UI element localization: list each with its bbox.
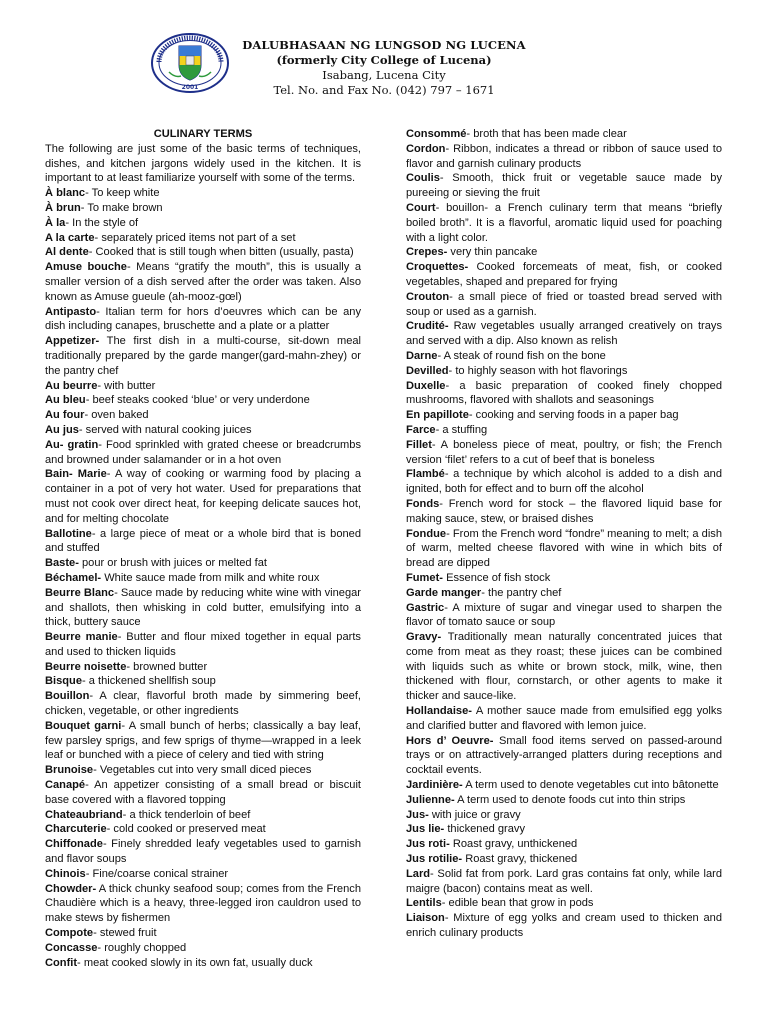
right-term-list xyxy=(406,127,722,941)
glossary-term: Chateaubriand xyxy=(45,808,123,821)
glossary-entry xyxy=(406,127,722,142)
glossary-term: Garde manger xyxy=(406,586,482,599)
glossary-definition: - with butter xyxy=(97,379,156,392)
glossary-term: En papillote xyxy=(406,409,469,422)
glossary-entry xyxy=(406,290,722,320)
glossary-definition: - Finely shredded leafy vegetables used to garnish and flavor soups xyxy=(45,838,361,866)
glossary-term: Crudité- xyxy=(406,320,449,333)
glossary-entry xyxy=(406,734,722,778)
glossary-term: Court xyxy=(406,201,436,214)
glossary-term: Bain- Marie xyxy=(45,468,107,481)
glossary-term: Ballotine xyxy=(45,527,92,540)
glossary-definition: - To keep white xyxy=(85,187,160,200)
glossary-term: Au jus xyxy=(45,423,79,436)
glossary-entry xyxy=(45,867,361,882)
former-name: (formerly City College of Lucena) xyxy=(276,53,492,67)
glossary-term: Beurre noisette xyxy=(45,660,127,673)
glossary-entry xyxy=(45,571,361,586)
glossary-definition: - a thick tenderloin of beef xyxy=(122,808,251,821)
glossary-entry xyxy=(406,630,722,704)
glossary-entry xyxy=(406,586,722,601)
glossary-entry xyxy=(45,586,361,630)
glossary-definition: - cooking and serving foods in a paper bag xyxy=(468,409,679,422)
letterhead xyxy=(0,30,768,102)
glossary-definition: very thin pancake xyxy=(447,246,538,259)
glossary-term: Au four xyxy=(45,409,85,422)
glossary-definition: - A clear, flavorful broth made by simmering beef, chicken, vegetable, or other ingredients xyxy=(45,690,361,718)
glossary-definition: Roast gravy, thickened xyxy=(462,853,578,866)
school-seal-logo xyxy=(149,32,231,94)
glossary-entry xyxy=(45,379,361,394)
glossary-definition: Cooked forcemeats of meat, fish, or cooked vegetables, shaped and prepared for frying xyxy=(406,261,722,288)
glossary-term: Chiffonade xyxy=(45,838,103,851)
glossary-term: Darne xyxy=(406,349,438,362)
glossary-definition: White sauce made from milk and white roux xyxy=(101,571,320,584)
glossary-definition: - Vegetables cut into very small diced pieces xyxy=(93,764,312,777)
glossary-entry xyxy=(406,408,722,423)
glossary-entry xyxy=(406,571,722,586)
glossary-definition: - Mixture of egg yolks and cream used to thicken and enrich culinary products xyxy=(406,912,722,940)
glossary-definition: A term used to denote foods cut into thin strips xyxy=(454,793,686,806)
glossary-entry xyxy=(406,822,722,837)
glossary-entry xyxy=(45,231,361,246)
glossary-definition: - a basic preparation of cooked finely chopped mushrooms, flavored with shallots and seasonings xyxy=(406,379,722,407)
glossary-entry xyxy=(406,837,722,852)
glossary-term: Jus lie- xyxy=(406,823,445,836)
glossary-definition: - roughly chopped xyxy=(97,941,187,954)
glossary-entry xyxy=(45,393,361,408)
glossary-definition: Essence of fish stock xyxy=(442,571,551,584)
school-name: DALUBHASAAN NG LUNGSOD NG LUCENA xyxy=(242,38,526,52)
glossary-definition: - In the style of xyxy=(65,216,139,229)
glossary-entry xyxy=(45,926,361,941)
glossary-definition: - cold cooked or preserved meat xyxy=(106,823,266,836)
glossary-entry xyxy=(406,349,722,364)
glossary-definition: - A way of cooking or warming food by placing a container in a pot of very hot water. Used for preparations that must not cook over direct heat, for keeping delicate sauces hot, and for melting chocolate xyxy=(45,468,362,525)
glossary-entry xyxy=(45,334,361,378)
glossary-definition: - edible bean that grow in pods xyxy=(441,897,594,910)
glossary-definition: - A boneless piece of meat, poultry, or fish; the French version ‘filet’ refers to a cut of beef that is boneless xyxy=(406,438,722,466)
glossary-term: Al dente xyxy=(45,246,89,259)
glossary-term: Jardinière- xyxy=(406,779,463,792)
glossary-definition: - Solid fat from pork. Lard gras contains fat only, while lard maigre (bacon) contains meat as well. xyxy=(406,867,722,895)
glossary-definition: - the pantry chef xyxy=(481,586,562,599)
glossary-definition: - Smooth, thick fruit or vegetable sauce made by pureeing or sieving the fruit xyxy=(406,172,722,200)
glossary-term: Fillet xyxy=(406,438,432,451)
glossary-term: Charcuterie xyxy=(45,823,107,836)
glossary-entry xyxy=(45,186,361,201)
glossary-definition: A mother sauce made from emulsified egg yolks and clarified butter and flavored with lemon juice. xyxy=(406,705,722,732)
glossary-entry xyxy=(406,601,722,631)
glossary-entry xyxy=(45,837,361,867)
left-column xyxy=(45,127,361,970)
glossary-entry xyxy=(406,245,722,260)
glossary-term: Chowder- xyxy=(45,882,97,895)
glossary-entry xyxy=(45,660,361,675)
glossary-entry xyxy=(406,778,722,793)
glossary-term: Baste- xyxy=(45,557,79,570)
glossary-definition: pour or brush with juices or melted fat xyxy=(78,557,267,570)
glossary-entry xyxy=(45,305,361,335)
glossary-definition: - broth that has been made clear xyxy=(466,128,627,140)
glossary-term: Julienne- xyxy=(406,793,455,806)
glossary-entry xyxy=(406,793,722,808)
glossary-term: Chinois xyxy=(45,867,86,880)
glossary-term: Antipasto xyxy=(45,305,97,318)
glossary-term: Cordon xyxy=(406,142,446,155)
glossary-term: Fonds xyxy=(406,497,440,510)
glossary-term: Farce xyxy=(406,423,436,436)
glossary-term: Fondue xyxy=(406,527,447,540)
glossary-term: Jus roti- xyxy=(406,838,450,851)
glossary-entry xyxy=(45,260,361,304)
glossary-term: Hors d’ Oeuvre- xyxy=(406,734,494,747)
glossary-term: Gastric xyxy=(406,601,445,614)
glossary-term: Jus- xyxy=(406,808,429,821)
glossary-definition: - a thickened shellfish soup xyxy=(82,675,216,688)
glossary-entry xyxy=(406,896,722,911)
glossary-definition: - Cooked that is still tough when bitten (usually, pasta) xyxy=(88,246,354,259)
glossary-entry xyxy=(45,882,361,926)
glossary-entry xyxy=(45,822,361,837)
glossary-definition: - bouillon- a French culinary term that means “briefly boiled broth”. It is a flavorful, aromatic liquid used for poaching with a light color. xyxy=(406,201,722,244)
glossary-entry xyxy=(45,245,361,260)
glossary-definition: - a stuffing xyxy=(435,423,488,436)
glossary-entry xyxy=(406,142,722,172)
glossary-entry xyxy=(406,423,722,438)
glossary-entry xyxy=(45,527,361,557)
glossary-term: Beurre Blanc xyxy=(45,586,115,599)
glossary-term: Bisque xyxy=(45,675,82,688)
glossary-term: Crouton xyxy=(406,290,450,303)
glossary-definition: - a small piece of fried or toasted bread served with soup or used as a garnish. xyxy=(406,290,722,318)
glossary-definition: - Sauce made by reducing white wine with vinegar and shallots, then whisking in cold butter, emulsifying into a thick, buttery sauce xyxy=(45,586,361,629)
glossary-definition: Raw vegetables usually arranged creatively on trays and served with a dip. Also known as relish xyxy=(406,320,722,348)
glossary-term: Fumet- xyxy=(406,571,443,584)
glossary-term: À brun xyxy=(45,201,81,214)
glossary-entry xyxy=(45,201,361,216)
glossary-definition: Traditionally mean naturally concentrated juices that come from meat as they roast; these juices can be combined with liquids such as white or brown stock, milk, wine, then thickened with flour, cornstarch, or other agents to make it thicker and sauce-like. xyxy=(406,631,722,703)
glossary-entry xyxy=(45,556,361,571)
glossary-term: Canapé xyxy=(45,779,86,792)
intro-paragraph: The following are just some of the basic terms of techniques, dishes, and kitchen jargons widely used in the kitchen. It is important to at least familiarize yourself with some of the terms. xyxy=(45,142,361,185)
glossary-term: À blanc xyxy=(45,187,86,200)
glossary-term: Confit xyxy=(45,956,78,969)
glossary-term: Lentils xyxy=(406,897,442,910)
glossary-entry xyxy=(406,911,722,941)
glossary-entry xyxy=(45,674,361,689)
glossary-entry xyxy=(406,201,722,245)
glossary-definition: - Italian term for hors d’oeuvres which can be any dish including canapes, bruschette and a plate or a platter xyxy=(45,305,361,333)
glossary-term: Crepes- xyxy=(406,246,448,259)
glossary-entry xyxy=(406,171,722,201)
glossary-entry xyxy=(45,808,361,823)
glossary-term: À la xyxy=(45,216,66,229)
glossary-term: Appetizer- xyxy=(45,335,100,348)
school-address: Isabang, Lucena City xyxy=(322,68,446,82)
glossary-definition: - Means “gratify the mouth”, this is usually a smaller version of a dish served after the order was taken. Also known as Amuse gueule (ah-mooz-gœl) xyxy=(45,261,362,303)
glossary-definition: - served with natural cooking juices xyxy=(78,423,252,436)
glossary-entry xyxy=(406,379,722,409)
glossary-term: Gravy- xyxy=(406,631,442,644)
glossary-definition: - A small bunch of herbs; classically a bay leaf, few parsley sprigs, and few sprigs of thyme—wrapped in a leek leaf or bunched with a piece of celery and tied with string xyxy=(45,719,362,762)
glossary-definition: - browned butter xyxy=(126,660,208,673)
glossary-entry xyxy=(45,438,361,468)
glossary-definition: - French word for stock – the flavored liquid base for making sauce, stew, or braised dishes xyxy=(406,497,722,525)
glossary-entry xyxy=(45,941,361,956)
glossary-term: Brunoise xyxy=(45,764,94,777)
glossary-term: Bouquet garni xyxy=(45,719,122,732)
glossary-term: Liaison xyxy=(406,912,445,925)
glossary-entry xyxy=(406,704,722,734)
glossary-term: Bouillon xyxy=(45,690,90,703)
glossary-term: Jus rotilie- xyxy=(406,853,463,866)
glossary-term: Croquettes- xyxy=(406,261,469,274)
glossary-term: Devilled xyxy=(406,364,449,377)
glossary-entry xyxy=(406,852,722,867)
glossary-entry xyxy=(406,867,722,897)
glossary-term: A la carte xyxy=(45,231,95,244)
glossary-term: Duxelle xyxy=(406,379,446,392)
glossary-entry xyxy=(406,364,722,379)
glossary-entry xyxy=(45,719,361,763)
glossary-term: Coulis xyxy=(406,172,440,185)
glossary-term: Compote xyxy=(45,927,94,940)
glossary-entry xyxy=(45,423,361,438)
glossary-term: Béchamel- xyxy=(45,571,102,584)
glossary-entry xyxy=(406,497,722,527)
glossary-entry xyxy=(406,527,722,571)
glossary-entry xyxy=(45,216,361,231)
glossary-entry xyxy=(45,630,361,660)
glossary-definition: - Fine/coarse conical strainer xyxy=(85,867,229,880)
glossary-entry xyxy=(406,260,722,290)
glossary-term: Au beurre xyxy=(45,379,98,392)
glossary-definition: Roast gravy, unthickened xyxy=(449,838,578,851)
glossary-definition: A thick chunky seafood soup; comes from the French Chaudière which is a heavy, three-legged iron cauldron used to make stews by fishermen xyxy=(45,882,361,925)
glossary-definition: - From the French word “fondre” meaning to melt; a dish of warm, melted cheese flavored with wine in which bits of bread are dipped xyxy=(406,527,722,570)
glossary-definition: - A mixture of sugar and vinegar used to sharpen the flavor of tomato sauce or soup xyxy=(406,601,722,629)
glossary-term: Lard xyxy=(406,867,431,880)
glossary-definition: with juice or gravy xyxy=(428,808,521,821)
glossary-definition: - Food sprinkled with grated cheese or breadcrumbs and browned under salamander or in a hot oven xyxy=(45,438,361,466)
glossary-definition: - a technique by which alcohol is added to a dish and ignited, both for effect and to burn off the alcohol xyxy=(406,468,722,496)
glossary-term: Au- gratin xyxy=(45,438,99,451)
glossary-definition: - stewed fruit xyxy=(93,927,157,940)
glossary-entry xyxy=(406,808,722,823)
glossary-definition: Small food items served on passed-around trays or on attractively-arranged platters during receptions and cocktail events. xyxy=(406,734,722,777)
glossary-definition: The first dish in a multi-course, sit-down meal traditionally prepared by the garde manger(gard-mahn-zhey) or the pantry chef xyxy=(45,335,361,377)
glossary-term: Consommé xyxy=(406,128,467,140)
glossary-definition: - separately priced items not part of a set xyxy=(94,231,296,244)
glossary-definition: - A steak of round fish on the bone xyxy=(437,349,606,362)
glossary-definition: - a large piece of meat or a whole bird that is boned and stuffed xyxy=(45,527,361,555)
glossary-entry xyxy=(406,319,722,349)
glossary-term: Flambé xyxy=(406,468,445,481)
glossary-entry xyxy=(45,467,361,526)
glossary-definition: - An appetizer consisting of a small bread or biscuit base covered with a flavored topping xyxy=(45,779,361,806)
glossary-entry xyxy=(45,956,361,971)
glossary-definition: - to highly season with hot flavorings xyxy=(448,364,628,377)
glossary-definition: - meat cooked slowly in its own fat, usually duck xyxy=(77,956,313,969)
left-term-list xyxy=(45,186,361,970)
glossary-entry xyxy=(45,763,361,778)
glossary-entry xyxy=(45,689,361,719)
document-title: CULINARY TERMS xyxy=(153,128,253,140)
glossary-term: Hollandaise- xyxy=(406,705,472,718)
glossary-entry xyxy=(406,438,722,468)
glossary-definition: - oven baked xyxy=(84,409,149,422)
glossary-entry xyxy=(406,467,722,497)
glossary-definition: - To make brown xyxy=(80,201,163,214)
svg-text:2001: 2001 xyxy=(181,84,199,91)
glossary-definition: A term used to denote vegetables cut into bâtonette xyxy=(462,779,719,792)
glossary-definition: - Butter and flour mixed together in equal parts and used to thicken liquids xyxy=(45,631,361,658)
glossary-entry xyxy=(45,778,361,808)
glossary-definition: thickened gravy xyxy=(444,823,526,836)
glossary-entry xyxy=(45,408,361,423)
glossary-term: Au bleu xyxy=(45,394,86,407)
school-phone: Tel. No. and Fax No. (042) 797 – 1671 xyxy=(273,83,495,97)
glossary-term: Beurre manie xyxy=(45,631,118,644)
glossary-definition: - beef steaks cooked ‘blue’ or very underdone xyxy=(85,394,310,407)
glossary-term: Concasse xyxy=(45,941,98,954)
glossary-definition: - Ribbon, indicates a thread or ribbon of sauce used to flavor and garnish culinary products xyxy=(406,142,722,170)
right-column xyxy=(406,127,722,941)
glossary-term: Amuse bouche xyxy=(45,261,127,274)
